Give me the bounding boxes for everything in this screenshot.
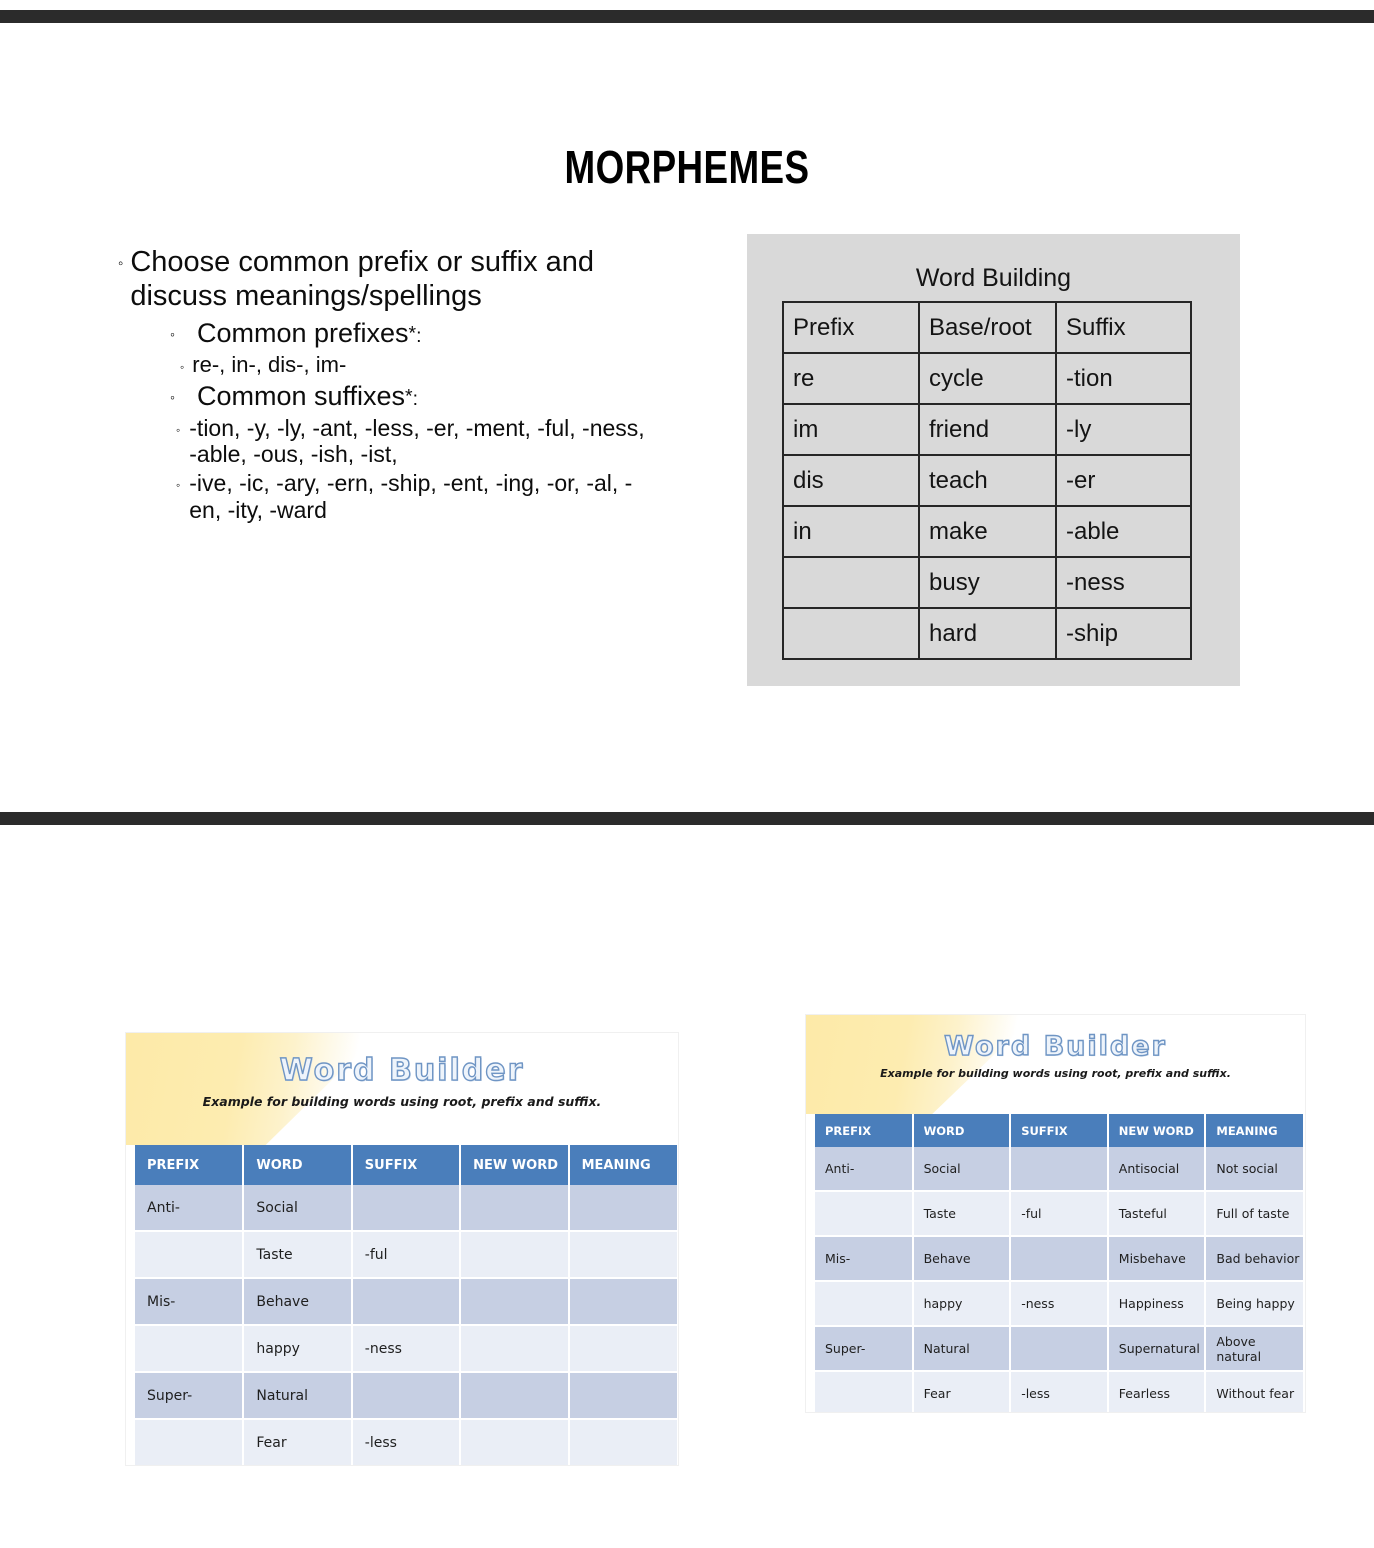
table-cell: -less xyxy=(1010,1371,1108,1412)
list-item-label: -tion, -y, -ly, -ant, -less, -er, -ment, -ful, -ness, -able, -ous, -ish, -ist, xyxy=(189,414,645,468)
table-cell: -able xyxy=(1056,506,1191,557)
table-row xyxy=(815,1371,1303,1412)
asterisk-marker: * xyxy=(408,323,417,346)
table-cell: happy xyxy=(243,1325,351,1372)
list-item-label: -ive, -ic, -ary, -ern, -ship, -ent, -ing, -or, -al, -en, -ity, -ward xyxy=(189,470,633,523)
table-cell: friend xyxy=(919,404,1056,455)
table-cell: -ship xyxy=(1056,608,1191,659)
table-cell: Natural xyxy=(243,1372,351,1419)
table-cell xyxy=(135,1231,243,1278)
table-cell xyxy=(460,1372,568,1419)
colon-marker: : xyxy=(416,325,422,348)
table-cell: im xyxy=(783,404,919,455)
table-cell xyxy=(815,1371,913,1412)
figure-subtitle: Example for building words using root, prefix and suffix. xyxy=(202,1094,602,1109)
table-row xyxy=(135,1231,677,1278)
table-cell: make xyxy=(919,506,1056,557)
list-item xyxy=(170,317,658,349)
colon-marker: : xyxy=(412,388,419,411)
table-header-row xyxy=(783,302,1191,353)
table-row xyxy=(135,1419,677,1465)
table-cell: hard xyxy=(919,608,1056,659)
list-item xyxy=(176,415,658,468)
table-cell xyxy=(783,557,919,608)
table-cell xyxy=(815,1191,913,1236)
list-item-label: Choose common prefix or suffix and discuss meanings/spellings xyxy=(130,246,595,313)
table-header-row xyxy=(815,1114,1303,1147)
table-cell: Not social xyxy=(1205,1147,1303,1191)
table-cell: re xyxy=(783,353,919,404)
table-cell: Fear xyxy=(913,1371,1011,1412)
table-cell: -less xyxy=(352,1419,460,1465)
table-cell xyxy=(569,1325,677,1372)
table-cell: Taste xyxy=(243,1231,351,1278)
table-cell: Fearless xyxy=(1108,1371,1206,1412)
table-cell: Mis- xyxy=(815,1236,913,1281)
table-header-cell: PREFIX xyxy=(135,1145,243,1185)
table-row xyxy=(783,404,1191,455)
table-cell xyxy=(135,1419,243,1465)
table-cell: Taste xyxy=(913,1191,1011,1236)
table-cell: -ful xyxy=(1010,1191,1108,1236)
table-header-cell: PREFIX xyxy=(815,1114,913,1147)
bullet-circle-icon: ◦ xyxy=(170,389,175,406)
table-cell: Mis- xyxy=(135,1278,243,1325)
table-row xyxy=(135,1372,677,1419)
table-row xyxy=(815,1147,1303,1191)
bullet-circle-icon: ◦ xyxy=(170,326,175,343)
table-cell: Being happy xyxy=(1205,1281,1303,1326)
page-title: MORPHEMES xyxy=(564,140,810,193)
table-cell xyxy=(460,1419,568,1465)
word-building-panel xyxy=(747,234,1240,686)
table-cell xyxy=(460,1185,568,1231)
table-row xyxy=(135,1325,677,1372)
table-cell: Super- xyxy=(135,1372,243,1419)
word-building-table xyxy=(782,301,1192,660)
table-cell: -ful xyxy=(352,1231,460,1278)
table-header-cell: Base/root xyxy=(919,302,1056,353)
table-cell: -ness xyxy=(1056,557,1191,608)
table-cell: -ness xyxy=(352,1325,460,1372)
table-header-cell: WORD xyxy=(243,1145,351,1185)
table-row xyxy=(135,1185,677,1231)
table-cell: Tasteful xyxy=(1108,1191,1206,1236)
bullet-circle-icon: ◦ xyxy=(180,359,185,374)
table-header-cell: Suffix xyxy=(1056,302,1191,353)
table-cell xyxy=(135,1325,243,1372)
word-builder-table-blank xyxy=(135,1145,677,1465)
table-row xyxy=(815,1191,1303,1236)
table-cell xyxy=(352,1278,460,1325)
table-cell: Social xyxy=(243,1185,351,1231)
list-item xyxy=(170,380,658,412)
table-cell: cycle xyxy=(919,353,1056,404)
table-cell: Behave xyxy=(243,1278,351,1325)
table-cell: Natural xyxy=(913,1326,1011,1371)
table-cell: Super- xyxy=(815,1326,913,1371)
list-item xyxy=(176,470,658,523)
table-cell: Misbehave xyxy=(1108,1236,1206,1281)
bullet-circle-icon: ◦ xyxy=(118,255,124,272)
table-cell xyxy=(815,1281,913,1326)
table-header-cell: Prefix xyxy=(783,302,919,353)
table-cell xyxy=(569,1372,677,1419)
table-cell: in xyxy=(783,506,919,557)
list-item-label: Common suffixes*: xyxy=(196,381,419,412)
top-divider-bar xyxy=(0,10,1374,23)
word-builder-figure-filled xyxy=(806,1015,1305,1412)
table-cell: -ly xyxy=(1056,404,1191,455)
table-cell: Happiness xyxy=(1108,1281,1206,1326)
table-header-cell: NEW WORD xyxy=(1108,1114,1206,1147)
table-cell: Anti- xyxy=(135,1185,243,1231)
asterisk-marker: * xyxy=(405,385,413,408)
list-item-label: Common prefixes*: xyxy=(196,318,422,349)
middle-divider-bar xyxy=(0,812,1374,825)
figure-subtitle: Example for building words using root, prefix and suffix. xyxy=(880,1067,1231,1080)
table-cell: happy xyxy=(913,1281,1011,1326)
word-builder-figure-blank xyxy=(126,1033,678,1465)
bullet-list xyxy=(118,245,658,526)
table-cell xyxy=(569,1185,677,1231)
slide-morphemes xyxy=(0,23,1374,812)
list-item xyxy=(118,245,658,313)
table-cell xyxy=(569,1278,677,1325)
table-cell xyxy=(569,1419,677,1465)
table-row xyxy=(783,557,1191,608)
figure-banner xyxy=(806,1015,1305,1114)
bullet-circle-icon: ◦ xyxy=(176,478,181,493)
table-cell: Anti- xyxy=(815,1147,913,1191)
table-row xyxy=(135,1278,677,1325)
table-cell xyxy=(1010,1236,1108,1281)
table-header-cell: SUFFIX xyxy=(1010,1114,1108,1147)
table-cell xyxy=(352,1372,460,1419)
table-row xyxy=(815,1281,1303,1326)
figure-title: Word Builder xyxy=(944,1031,1167,1062)
table-header-row xyxy=(135,1145,677,1185)
table-cell xyxy=(352,1185,460,1231)
table-row xyxy=(815,1236,1303,1281)
word-building-caption: Word Building xyxy=(915,264,1072,292)
table-cell: -tion xyxy=(1056,353,1191,404)
table-header-cell: MEANING xyxy=(1205,1114,1303,1147)
table-cell: busy xyxy=(919,557,1056,608)
table-cell: Antisocial xyxy=(1108,1147,1206,1191)
table-row xyxy=(783,506,1191,557)
table-row xyxy=(815,1326,1303,1371)
list-item xyxy=(180,352,658,378)
table-cell: -er xyxy=(1056,455,1191,506)
word-builder-table-filled xyxy=(815,1114,1303,1412)
table-row xyxy=(783,353,1191,404)
list-item-label: re-, in-, dis-, im- xyxy=(192,351,347,377)
table-cell xyxy=(460,1325,568,1372)
table-cell xyxy=(460,1231,568,1278)
table-header-cell: NEW WORD xyxy=(460,1145,568,1185)
table-cell: -ness xyxy=(1010,1281,1108,1326)
table-cell: Social xyxy=(913,1147,1011,1191)
bullet-circle-icon: ◦ xyxy=(176,422,181,437)
table-cell: Without fear xyxy=(1205,1371,1303,1412)
table-cell: dis xyxy=(783,455,919,506)
table-row xyxy=(783,455,1191,506)
table-header-cell: SUFFIX xyxy=(352,1145,460,1185)
table-cell xyxy=(460,1278,568,1325)
figure-banner xyxy=(126,1033,678,1145)
table-cell xyxy=(1010,1147,1108,1191)
table-header-cell: WORD xyxy=(913,1114,1011,1147)
table-cell xyxy=(569,1231,677,1278)
table-cell: Bad behavior xyxy=(1205,1236,1303,1281)
table-cell: teach xyxy=(919,455,1056,506)
table-cell: Behave xyxy=(913,1236,1011,1281)
table-cell: Above natural xyxy=(1205,1326,1303,1371)
table-row xyxy=(783,608,1191,659)
table-cell xyxy=(783,608,919,659)
table-header-cell: MEANING xyxy=(569,1145,677,1185)
figure-title: Word Builder xyxy=(279,1053,525,1088)
table-cell xyxy=(1010,1326,1108,1371)
table-cell: Full of taste xyxy=(1205,1191,1303,1236)
table-cell: Fear xyxy=(243,1419,351,1465)
table-cell: Supernatural xyxy=(1108,1326,1206,1371)
